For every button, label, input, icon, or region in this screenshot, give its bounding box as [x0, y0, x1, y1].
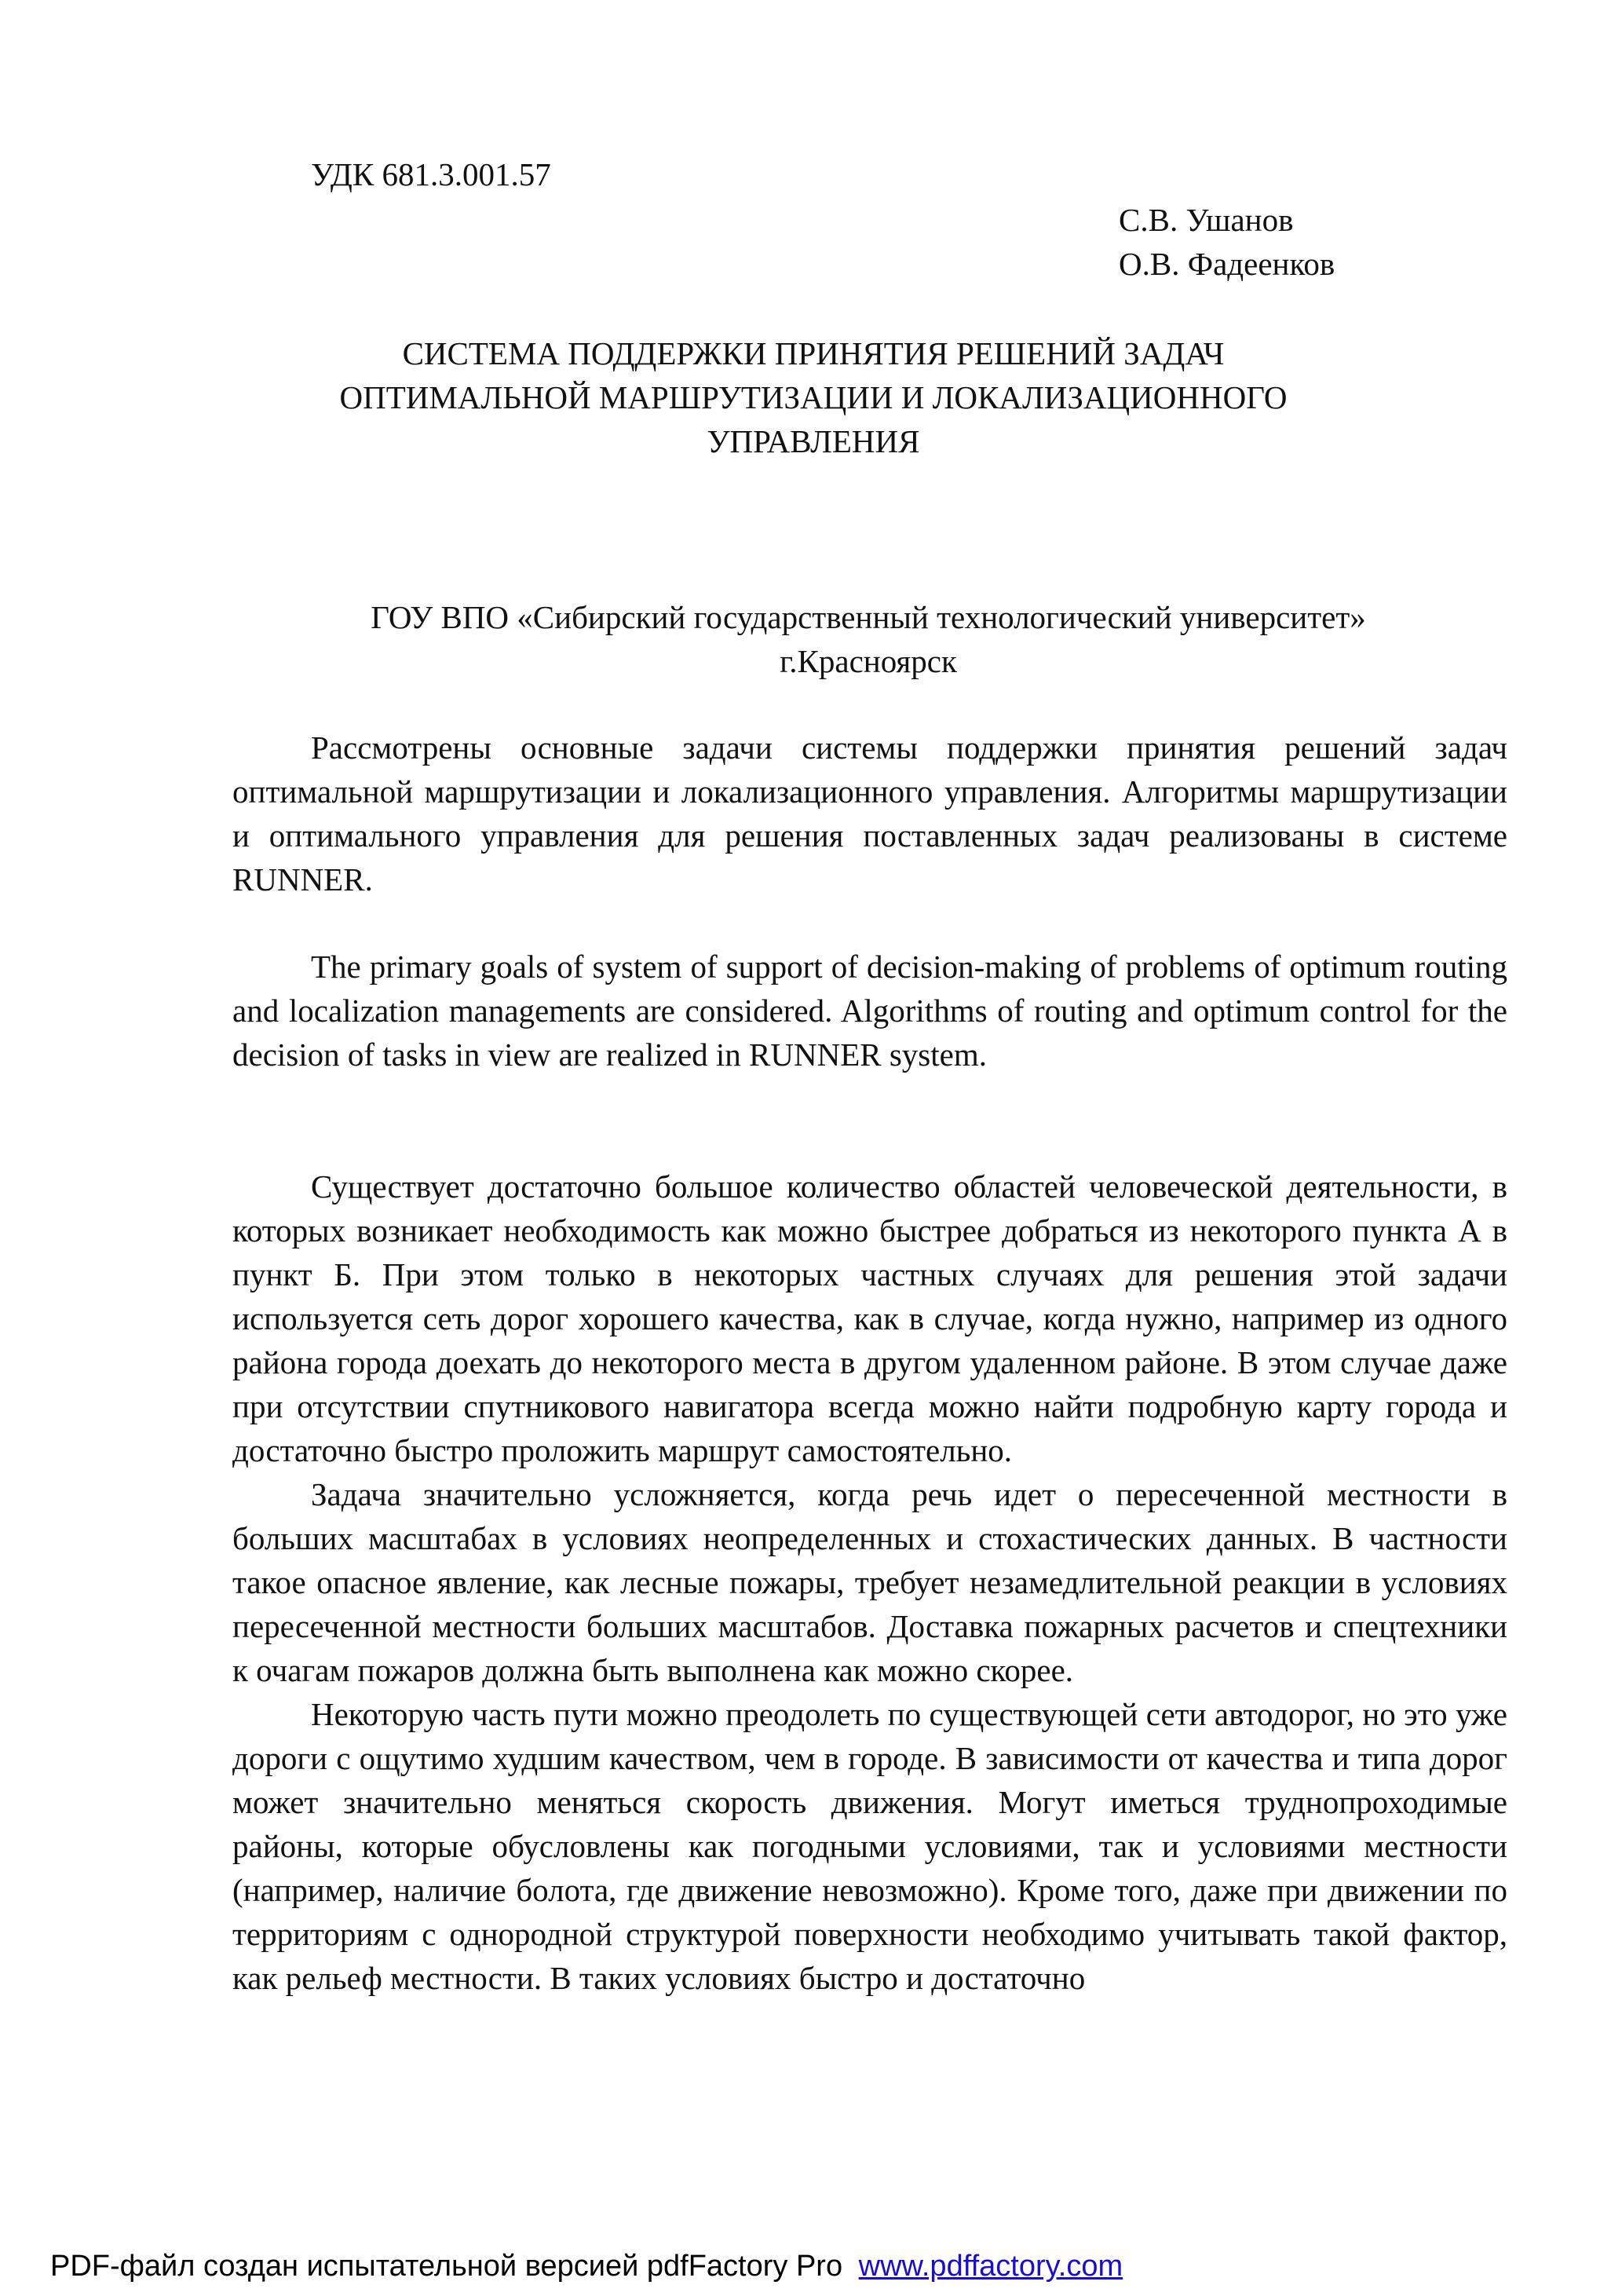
institution-name: ГОУ ВПО «Сибирский государственный технологический университет» [371, 599, 1366, 635]
affiliation [232, 595, 1504, 683]
abstract-ru-paragraph: Рассмотрены основные задачи системы поддержки принятия решений задач оптимальной маршрутизации и локализационного управления. Алгоритмы маршрутизации и оптимального управления для решения поставленных задач реализованы в системе RUNNER. [232, 729, 1507, 898]
author-name: С.В. Ушанов [1119, 202, 1294, 238]
paper-title [232, 331, 1394, 463]
pdf-footer [50, 2250, 1123, 2283]
abstract-en-paragraph: The primary goals of system of support of decision-making of problems of optimum routing and localization managements are considered. Algorithms of routing and optimum control for the decision of tasks in view are realized in RUNNER system. [232, 949, 1507, 1073]
udc-code: УДК 681.3.001.57 [311, 156, 551, 192]
city-name: г.Красноярск [780, 643, 957, 679]
title-line: УПРАВЛЕНИЯ [707, 423, 920, 459]
abstract-english [232, 945, 1507, 1077]
body-paragraph: Существует достаточно большое количество областей человеческой деятельности, в которых возникает необходимость как можно быстрее добраться из некоторого пункта А в пункт Б. При этом только в некоторых частных случаях для решения этой задачи используется сеть дорог хорошего качества, как в случае, когда нужно, например из одного района города доехать до некоторого места в другом удаленном районе. В этом случае даже при отсутствии спутникового навигатора всегда можно найти подробную карту города и достаточно быстро проложить маршрут самостоятельно. [232, 1168, 1507, 1468]
main-text [232, 1164, 1507, 2000]
body-paragraph: Задача значительно усложняется, когда речь идет о пересеченной местности в больших масштабах в условиях неопределенных и стохастических данных. В частности такое опасное явление, как лесные пожары, требует незамедлительной реакции в условиях пересеченной местности больших масштабов. Доставка пожарных расчетов и спецтехники к очагам пожаров должна быть выполнена как можно скорее. [232, 1476, 1507, 1688]
authors [1119, 198, 1335, 286]
title-line: ОПТИМАЛЬНОЙ МАРШРУТИЗАЦИИ И ЛОКАЛИЗАЦИОННОГО [339, 379, 1288, 415]
author-name: О.В. Фадеенков [1119, 246, 1335, 282]
abstract-russian [232, 726, 1507, 901]
body-paragraph: Некоторую часть пути можно преодолеть по существующей сети автодорог, но это уже дороги с ощутимо худшим качеством, чем в городе. В зависимости от качества и типа дорог может значительно меняться скорость движения. Могут иметься труднопроходимые районы, которые обусловлены как погодными условиями, так и условиями местности (например, наличие болота, где движение невозможно). Кроме того, даже при движении по территориям с однородной структурой поверхности необходимо учитывать такой фактор, как рельеф местности. В таких условиях быстро и достаточно [232, 1696, 1507, 1996]
title-line: СИСТЕМА ПОДДЕРЖКИ ПРИНЯТИЯ РЕШЕНИЙ ЗАДАЧ [402, 335, 1225, 371]
footer-text: PDF-файл создан испытательной версией pdfFactory Pro [50, 2250, 843, 2283]
footer-link[interactable]: www.pdffactory.com [858, 2250, 1123, 2283]
